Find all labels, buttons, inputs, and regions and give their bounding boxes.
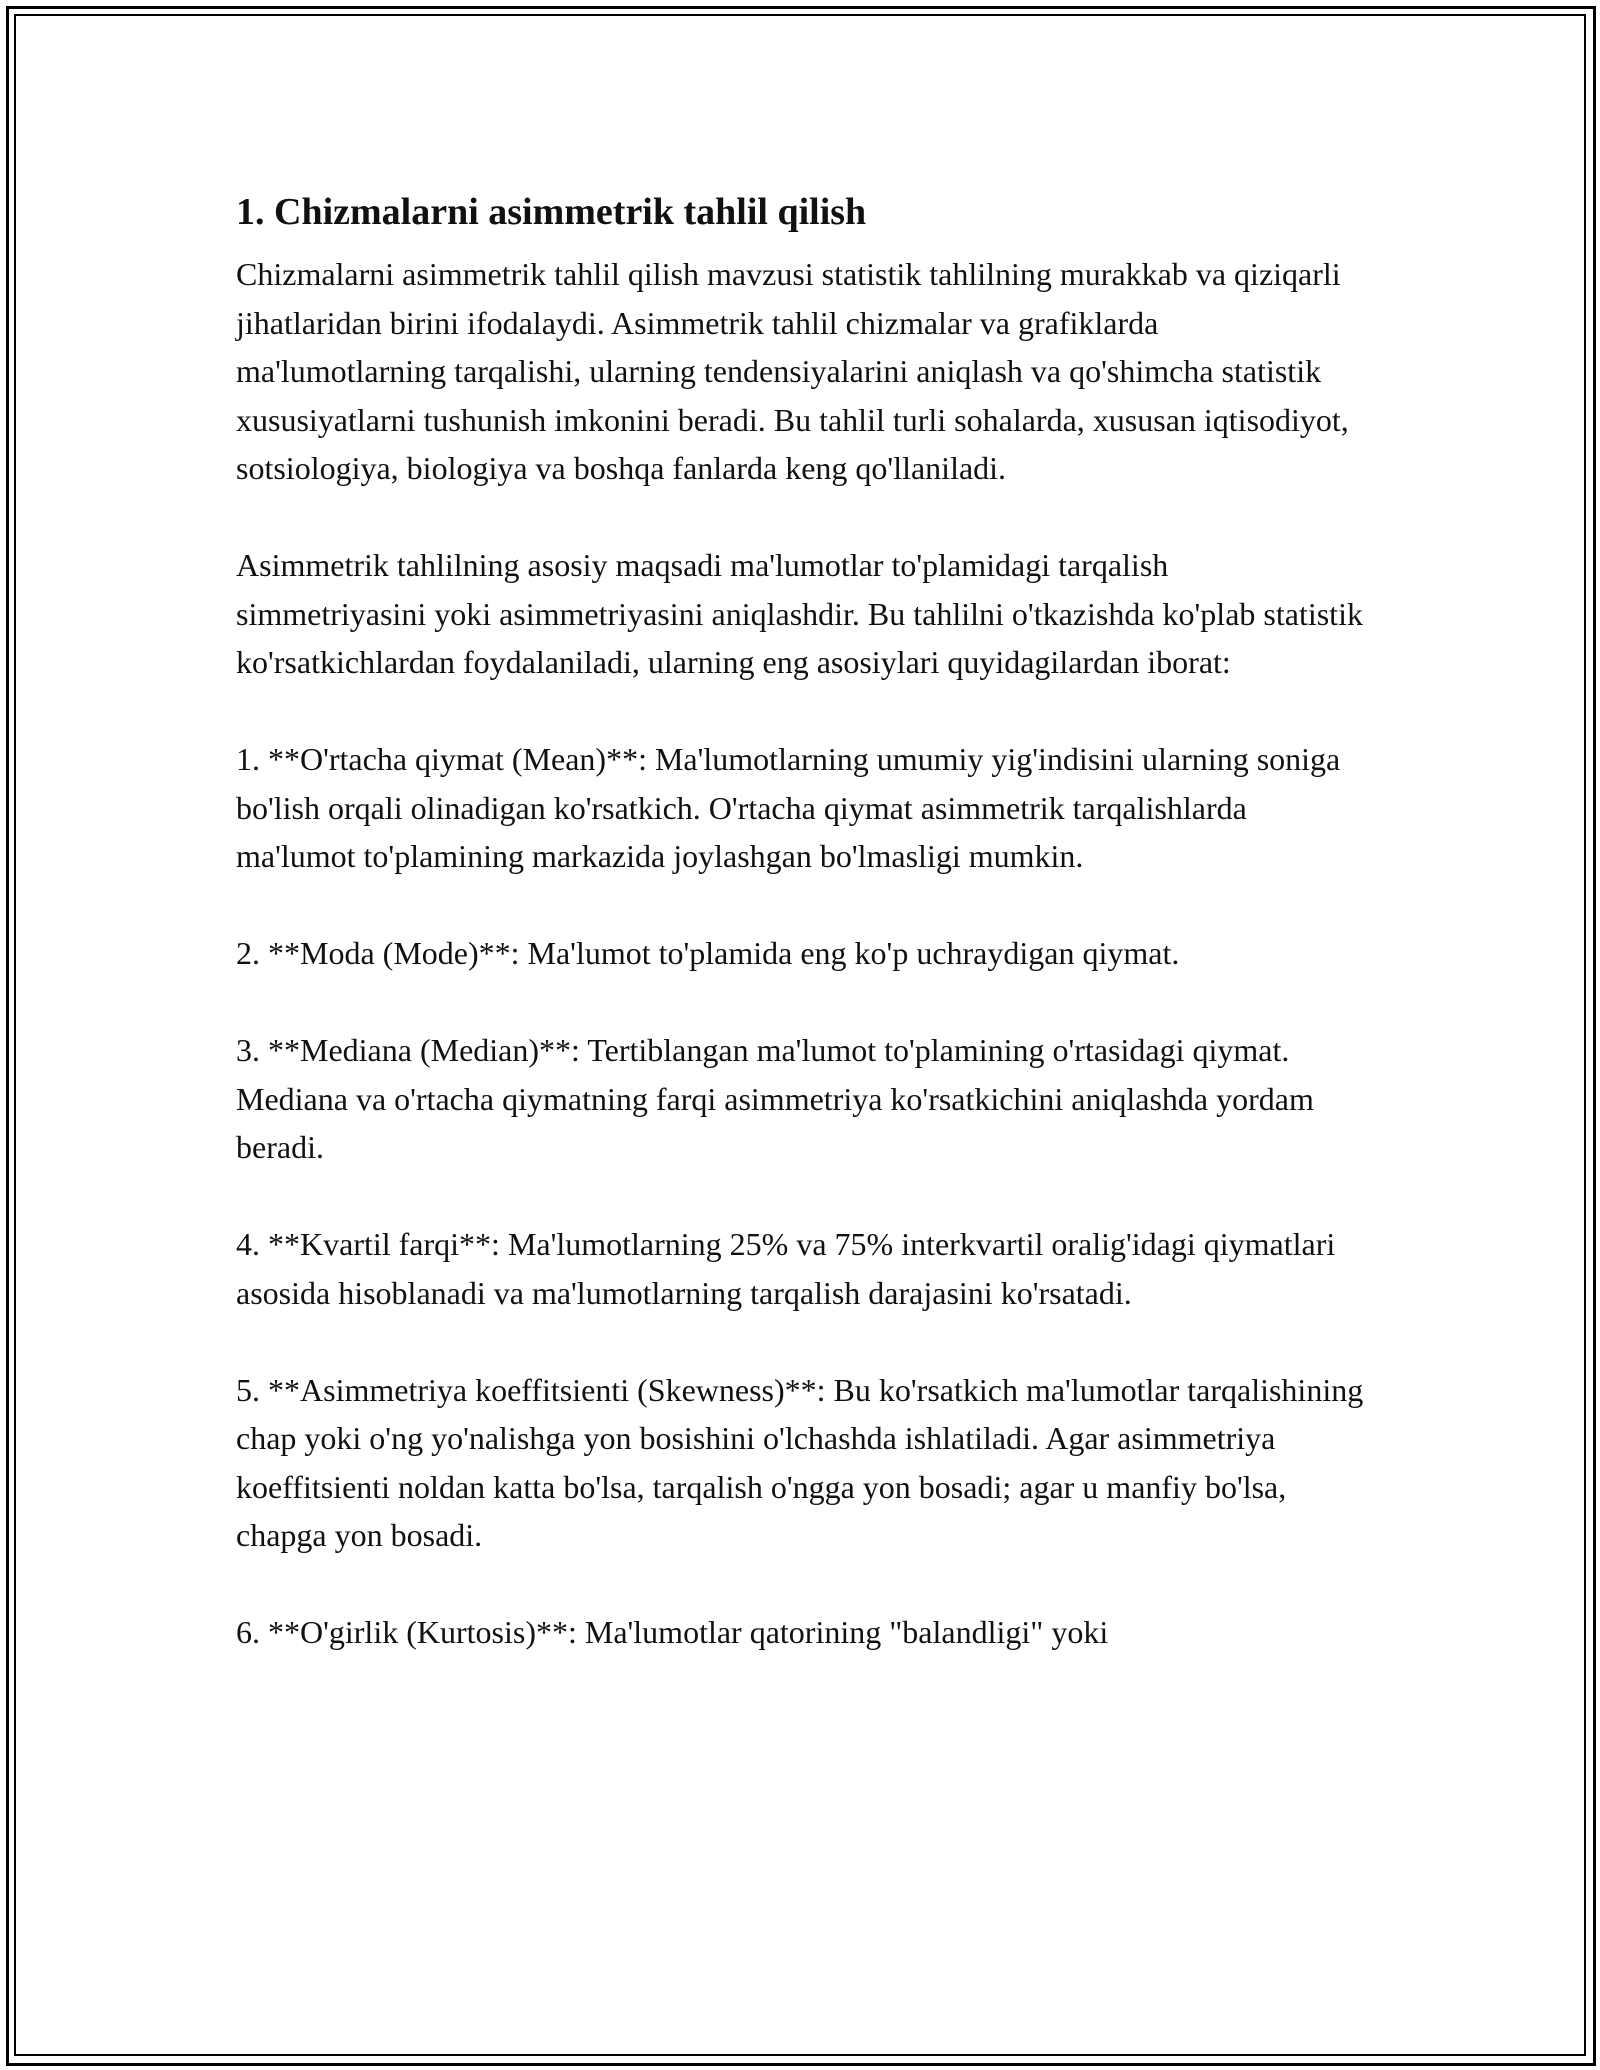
list-item-mode: 2. **Moda (Mode)**: Ma'lumot to'plamida eng ko'p uchraydigan qiymat.	[236, 935, 1180, 971]
section-title: 1. Chizmalarni asimmetrik tahlil qilish	[236, 191, 867, 233]
list-item-kurtosis: 6. **O'girlik (Kurtosis)**: Ma'lumotlar qatorining "balandligi" yoki	[236, 1614, 1109, 1650]
list-item-median: 3. **Mediana (Median)**: Tertiblangan ma'lumot to'plamining o'rtasidagi qiymat. Mediana va o'rtacha qiymatning farqi asimmetriya ko'rsatkichini aniqlashda yordam beradi.	[236, 1032, 1314, 1165]
list-item-mean: 1. **O'rtacha qiymat (Mean)**: Ma'lumotlarning umumiy yig'indisini ularning soniga bo'lish orqali olinadigan ko'rsatkich. O'rtacha qiymat asimmetrik tarqalishlarda ma'lumot to'plamining markazida joylashgan bo'lmasligi mumkin.	[236, 741, 1341, 874]
paragraph-intro: Chizmalarni asimmetrik tahlil qilish mavzusi statistik tahlilning murakkab va qiziqarli jihatlaridan birini ifodalaydi. Asimmetrik tahlil chizmalar va grafiklarda ma'lumotlarning tarqalishi, ularning tendensiyalarini aniqlash va qo'shimcha statistik xususiyatlarni tushunish imkonini beradi. Bu tahlil turli sohalarda, xususan iqtisodiyot, sotsiologiya, biologiya va boshqa fanlarda keng qo'llaniladi.	[236, 256, 1349, 486]
list-item-skewness: 5. **Asimmetriya koeffitsienti (Skewness)**: Bu ko'rsatkich ma'lumotlar tarqalishining chap yoki o'ng yo'nalishga yon bosishini o'lchashda ishlatiladi. Agar asimmetriya koeffitsienti noldan katta bo'lsa, tarqalish o'ngga yon bosadi; agar u manfiy bo'lsa, chapga yon bosadi.	[236, 1371, 1364, 1553]
document-body	[236, 186, 1366, 1705]
paragraph-purpose: Asimmetrik tahlilning asosiy maqsadi ma'lumotlar to'plamidagi tarqalish simmetriyasini yoki asimmetriyasini aniqlashdir. Bu tahlilni o'tkazishda ko'plab statistik ko'rsatkichlardan foydalaniladi, ularning eng asosiylari quyidagilardan iborat:	[236, 547, 1363, 680]
list-item-quartile: 4. **Kvartil farqi**: Ma'lumotlarning 25% va 75% interkvartil oralig'idagi qiymatlari asosida hisoblanadi va ma'lumotlarning tarqalish darajasini ko'rsatadi.	[236, 1226, 1336, 1311]
